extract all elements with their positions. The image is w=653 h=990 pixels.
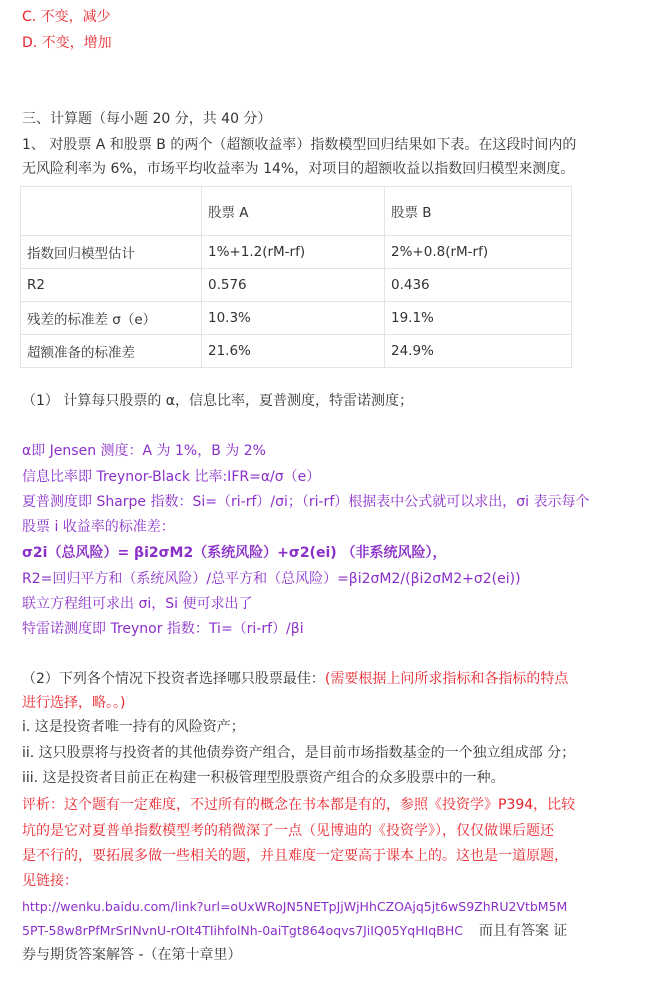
analysis-line: 是不行的，要拓展多做一些相关的题，并且难度一定要高于课本上的。这也是一道原题， [22,848,568,864]
analysis-line: 坑的是它对夏普单指数模型考的稍微深了一点（见博迪的《投资学》），仅仅做课后题还 [22,823,554,839]
part-2-question [22,670,568,688]
section-title: 三、计算题（每小题 20 分，共 40 分） [22,111,272,127]
list-item: iii. 这是投资者目前正在构建一积极管理型股票资产组合的众多股票中的一种。 [22,770,505,786]
table-cell: 0.576 [202,269,385,302]
regression-table [20,186,572,368]
part-2-question-lead: （2）下列各个情况下投资者选择哪只股票最佳： [22,671,325,687]
table-header-cell [21,187,202,236]
answer-formula-risk: σ2i（总风险）= βi2σM2（系统风险）+σ2(ei) （非系统风险）， [22,545,447,561]
table-cell: R2 [21,269,202,302]
table-row [21,269,572,302]
tail-text: 券与期货答案解答 -（在第十章里） [22,947,242,963]
answer-line: α即 Jensen 测度：A 为 1%，B 为 2% [22,443,266,459]
table-row [21,335,572,368]
reference-link[interactable]: http://wenku.baidu.com/link?url=oUxWRoJN5NETpJjWjHhCZOAjq5jt6wS9ZhRU2VtbM5M [22,899,568,914]
reference-link-row [22,922,567,940]
answer-line: 夏普测度即 Sharpe 指数：Si=（ri-rf）/σi；（ri-rf）根据表中公式就可以求出，σi 表示每个 [22,494,590,510]
answer-line: 信息比率即 Treynor-Black 比率:IFR=α/σ（e） [22,469,321,485]
option-c: C. 不变，减少 [22,9,111,25]
answer-formula-r2: R2=回归平方和（系统风险）/总平方和（总风险）=βi2σM2/(βi2σM2+σ2(ei)) [22,571,521,587]
table-cell: 0.436 [385,269,572,302]
table-cell: 指数回归模型估计 [21,236,202,269]
table-cell: 21.6% [202,335,385,368]
table-cell: 24.9% [385,335,572,368]
table-cell: 19.1% [385,302,572,335]
reference-link-continued[interactable]: 5PT-58w8rPfMrSrINvnU-rOIt4TIihfolNh-0aiTgt864oqvs7JiIQ05YqHIqBHC [22,923,463,938]
table-cell: 1%+1.2(rM-rf) [202,236,385,269]
table-header-cell: 股票 B [385,187,572,236]
table-row [21,236,572,269]
table-row [21,302,572,335]
question-1-line-1: 1、 对股票 A 和股票 B 的两个（超额收益率）指数模型回归结果如下表。在这段时间内的 [22,137,577,153]
table-cell: 10.3% [202,302,385,335]
list-item: i. 这是投资者唯一持有的风险资产； [22,719,245,735]
part-2-note-continued: 进行选择，略。。) [22,695,126,711]
answer-line: 联立方程组可求出 σi，Si 便可求出了 [22,596,253,612]
table-header-row [21,187,572,236]
option-d: D. 不变，增加 [22,35,112,51]
question-1-line-2: 无风险利率为 6%，市场平均收益率为 14%，对项目的超额收益以指数回归模型来测度。 [22,161,575,177]
analysis-line: 见链接： [22,873,78,889]
table-cell: 超额准备的标准差 [21,335,202,368]
tail-text: 而且有答案 证 [478,923,568,939]
part-2-note: (需要根据上问所求指标和各指标的特点 [324,671,569,687]
answer-line: 股票 i 收益率的标准差： [22,519,175,535]
part-1-question: （1） 计算每只股票的 α，信息比率，夏普测度，特雷诺测度； [22,393,414,409]
analysis-line: 评析：这个题有一定难度，不过所有的概念在书本都是有的，参照《投资学》P394，比较 [22,797,576,813]
table-header-cell: 股票 A [202,187,385,236]
answer-line: 特雷诺测度即 Treynor 指数：Ti=（ri-rf）/βi [22,621,304,637]
table-cell: 2%+0.8(rM-rf) [385,236,572,269]
list-item: ii. 这只股票将与投资者的其他债券资产组合，是目前市场指数基金的一个独立组成部 分； [22,745,576,761]
table-cell: 残差的标准差 σ（e） [21,302,202,335]
